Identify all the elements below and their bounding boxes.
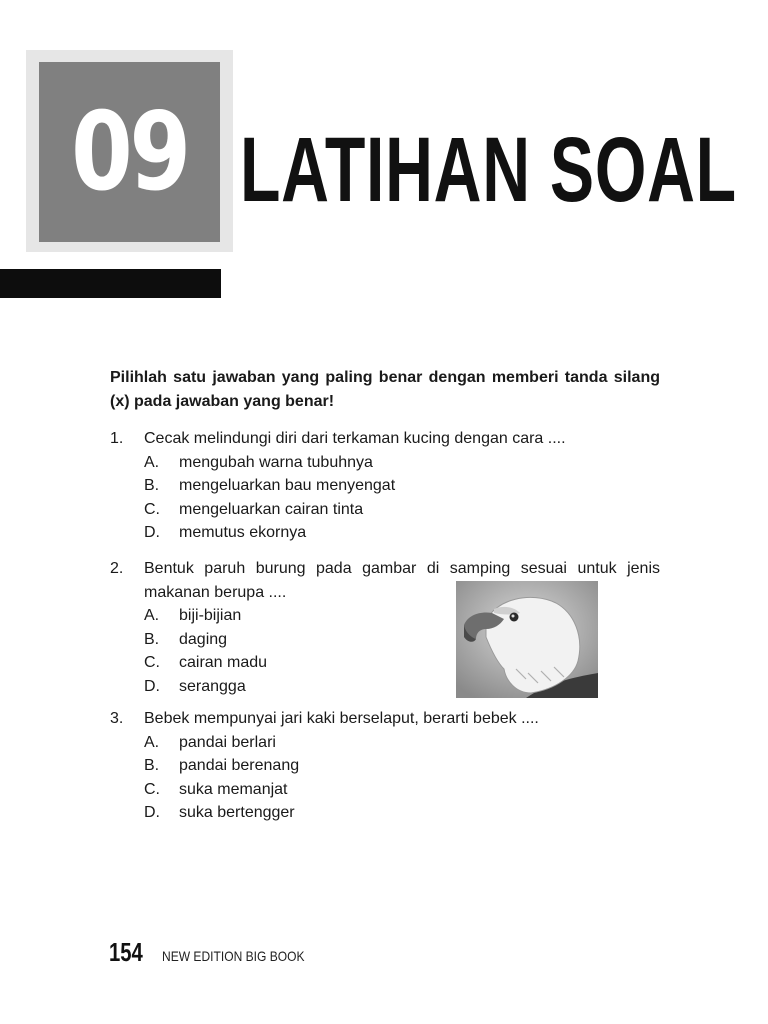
option-text: mengeluarkan cairan tinta: [179, 500, 364, 518]
option-text: memutus ekornya: [179, 524, 307, 541]
option-text: mengeluarkan bau menyengat: [179, 477, 396, 494]
option-text: suka bertengger: [179, 804, 295, 821]
option-letter: A.: [144, 733, 160, 751]
option-text: pandai berlari: [179, 733, 276, 751]
option-c: [110, 498, 660, 522]
option-text: daging: [179, 630, 228, 648]
option-letter: B.: [144, 630, 160, 648]
chapter-number: 09: [71, 89, 188, 215]
chapter-title: LATIHAN SOAL: [240, 119, 737, 221]
option-letter: D.: [144, 677, 160, 695]
option-text: mengubah warna tubuhnya: [179, 453, 373, 471]
option-text: cairan madu: [179, 654, 268, 671]
instruction-text: Pilihlah satu jawaban yang paling benar dengan memberi tanda silang (x) pada jawaban yang benar!: [110, 369, 660, 410]
book-title: NEW EDITION BIG BOOK: [162, 948, 305, 964]
option-letter: C.: [144, 500, 160, 518]
option-d: [110, 801, 660, 825]
option-text: suka memanjat: [179, 780, 288, 798]
question-text: Bebek mempunyai jari kaki berselaput, berarti bebek ....: [144, 710, 539, 727]
question-1: [110, 427, 660, 545]
option-a: [110, 731, 660, 755]
question-stem: [110, 707, 660, 731]
question-number: 2.: [110, 560, 124, 577]
question-text: Cecak melindungi diri dari terkaman kucing dengan cara ....: [144, 430, 566, 447]
page-number: 154: [109, 937, 143, 967]
option-text: biji-bijian: [179, 607, 242, 624]
option-letter: A.: [144, 453, 160, 471]
option-letter: A.: [144, 607, 160, 624]
option-c: [110, 778, 660, 802]
option-text: serangga: [179, 677, 246, 695]
option-d: [110, 521, 660, 545]
question-text: Bentuk paruh burung pada gambar di samping sesuai untuk jenis makanan berupa ....: [144, 560, 660, 601]
option-b: [110, 754, 660, 778]
question-number: 3.: [110, 710, 124, 727]
option-letter: B.: [144, 477, 160, 494]
option-text: pandai berenang: [179, 757, 300, 774]
question-3: [110, 707, 660, 825]
option-letter: C.: [144, 654, 160, 671]
option-letter: B.: [144, 757, 160, 774]
title-underline-bar: [0, 269, 221, 298]
question-number: 1.: [110, 430, 124, 447]
question-stem: [110, 427, 660, 451]
option-a: [110, 451, 660, 475]
option-b: [110, 474, 660, 498]
option-letter: C.: [144, 780, 160, 798]
eagle-head-image: [456, 581, 598, 698]
option-letter: D.: [144, 804, 160, 821]
option-letter: D.: [144, 524, 160, 541]
